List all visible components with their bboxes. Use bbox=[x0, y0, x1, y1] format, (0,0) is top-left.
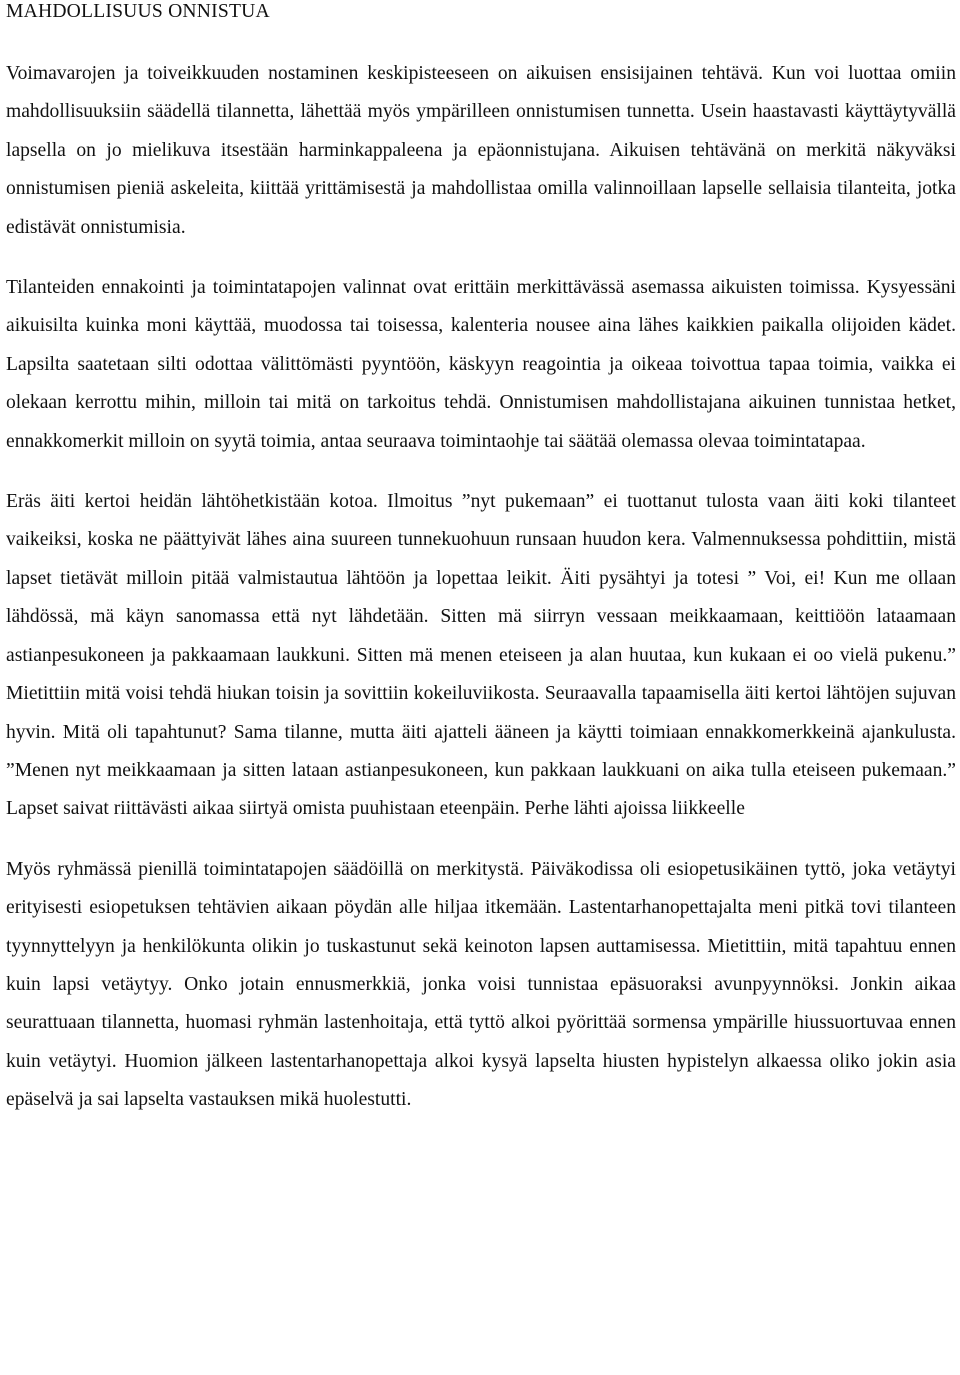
paragraph-3: Eräs äiti kertoi heidän lähtöhetkistään kotoa. Ilmoitus ”nyt pukemaan” ei tuottanut tulosta vaan äiti koki tilanteet vaikeiksi, koska ne päättyivät lähes aina suureen tunnekuohuun runsaan huudon kera. Valmennuksessa pohdittiin, mistä lapset tietävät milloin pitää valmistautua lähtöön ja lopettaa leikit. Äiti pysähtyi ja totesi ” Voi, ei! Kun me ollaan lähdössä, mä käyn sanomassa että nyt lähdetään. Sitten mä siirryn vessaan meikkaamaan, keittiöön lataamaan astianpesukoneen ja pakkaamaan laukkuni. Sitten mä menen eteiseen ja alan huutaa, kun kukaan ei oo vielä pukenu.” Mietittiin mitä voisi tehdä hiukan toisin ja sovittiin kokeiluviikosta. Seuraavalla tapaamisella äiti kertoi lähtöjen sujuvan hyvin. Mitä oli tapahtunut? Sama tilanne, mutta äiti ajatteli ääneen ja käytti toimiaan ennakkomerkkeinä ajankulusta. ”Menen nyt meikkaamaan ja sitten lataan astianpesukoneen, kun pakkaan laukkuani on aika tulla eteiseen pukemaan.” Lapset saivat riittävästi aikaa siirtyä omista puuhistaan eteenpäin. Perhe lähti ajoissa liikkeelle bbox=[6, 491, 956, 820]
document-page bbox=[6, 0, 956, 1120]
document-title: MAHDOLLISUUS ONNISTUA bbox=[6, 1, 270, 22]
paragraph-1: Voimavarojen ja toiveikkuuden nostaminen keskipisteeseen on aikuisen ensisijainen tehtävä. Kun voi luottaa omiin mahdollisuuksiin säädellä tilannetta, lähettää myös ympärilleen onnistumisen tunnetta. Usein haastavasti käyttäytyvällä lapsella on jo mielikuva itsestään harminkappaleena ja epäonnistujana. Aikuisen tehtävänä on merkitä näkyväksi onnistumisen pieniä askeleita, kiittää yrittämisestä ja mahdollistaa omilla valinnoillaan lapselle sellaisia tilanteita, jotka edistävät onnistumisia. bbox=[6, 63, 956, 238]
paragraph-4: Myös ryhmässä pienillä toimintatapojen säädöillä on merkitystä. Päiväkodissa oli esiopetusikäinen tyttö, joka vetäytyi erityisesti esiopetuksen tehtävien aikaan pöydän alle hiljaa itkemään. Lastentarhanopettajalta meni pitkä tovi tilanteen tyynnyttelyyn ja henkilökunta olikin jo tuskastunut sekä keinoton lapsen auttamisessa. Mietittiin, mitä tapahtuu ennen kuin lapsi vetäytyy. Onko jotain ennusmerkkiä, jonka voisi tunnistaa epäsuoraksi avunpyynnöksi. Jonkin aikaa seurattuaan tilannetta, huomasi ryhmän lastenhoitaja, että tyttö alkoi pyörittää sormensa ympärille hiussuortuvaa ennen kuin vetäytyi. Huomion jälkeen lastentarhanopettaja alkoi kysyä lapselta hiusten hypistelyn alkaessa oliko jokin asia epäselvä ja sai lapselta vastauksen mikä huolestutti. bbox=[6, 858, 956, 1111]
paragraph-2: Tilanteiden ennakointi ja toimintatapojen valinnat ovat erittäin merkittävässä asemassa aikuisten toimissa. Kysyessäni aikuisilta kuinka moni käyttää, muodossa tai toisessa, kalenteria nousee aina lähes kaikkien paikalla olijoiden kädet. Lapsilta saatetaan silti odottaa välittömästi pyyntöön, käskyyn reagointia ja oikeaa toivottua tapaa toimia, vaikka ei olekaan kerrottu mihin, milloin tai mitä on tarkoitus tehdä. Onnistumisen mahdollistajana aikuinen tunnistaa hetket, ennakkomerkit milloin on syytä toimia, antaa seuraava toimintaohje tai säätää olemassa olevaa toimintatapaa. bbox=[6, 277, 956, 452]
